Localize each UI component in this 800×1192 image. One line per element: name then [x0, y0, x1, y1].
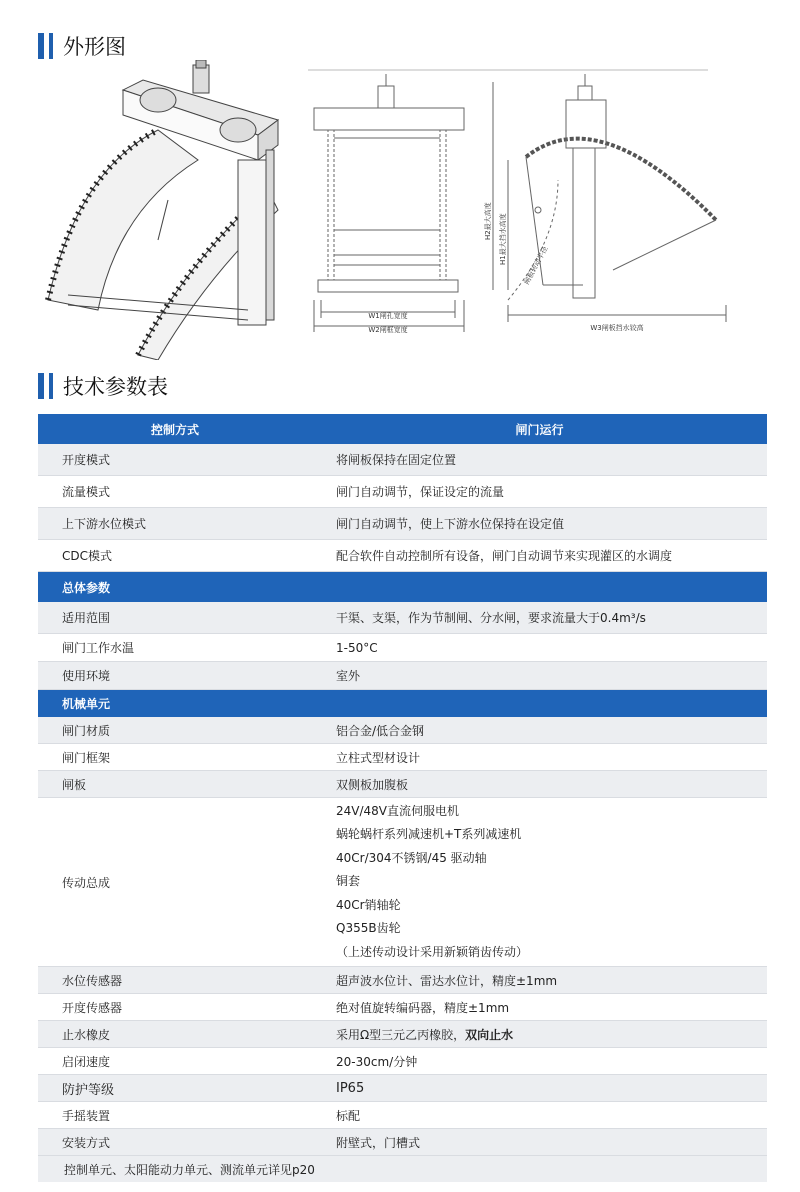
title-accent-bar [38, 373, 44, 399]
table-row [38, 717, 767, 744]
gate-3d-view [48, 60, 278, 360]
row-value [312, 1021, 767, 1048]
title-accent-bar [49, 33, 53, 59]
row-value: 20-30cm/分钟 [312, 1048, 767, 1075]
table-row [38, 602, 767, 634]
title-accent-bar [49, 373, 53, 399]
row-value: 闸门自动调节，使上下游水位保持在设定值 [312, 508, 767, 540]
row-value: 双侧板加腹板 [312, 771, 767, 798]
table-row [38, 634, 767, 662]
spec-section-title [38, 371, 168, 401]
row-label: 闸门工作水温 [38, 634, 312, 662]
row-label: 流量模式 [38, 476, 312, 508]
appearance-title-text: 外形图 [63, 35, 126, 59]
row-value: 绝对值旋转编码器，精度±1mm [312, 994, 767, 1021]
footnote-text: 控制单元、太阳能动力单元、测流单元详见p20 [38, 1156, 767, 1183]
drive-line: 40Cr/304不锈钢/45 驱动轴 [336, 850, 487, 865]
table-footnote-row [38, 1156, 767, 1183]
drive-line: （上述传动设计采用新颖销齿传动） [336, 944, 529, 959]
table-row-seal [38, 1021, 767, 1048]
table-header-row [38, 414, 767, 444]
row-value: 1-50°C [312, 634, 767, 662]
row-label: 适用范围 [38, 602, 312, 634]
w3-label: W3闸板挡水铰高 [590, 324, 644, 332]
table-row [38, 1102, 767, 1129]
drive-line: Q355B齿轮 [336, 921, 401, 936]
row-label: 防护等级 [38, 1075, 312, 1102]
section-label: 机械单元 [38, 690, 767, 718]
row-label: 安装方式 [38, 1129, 312, 1156]
row-value: IP65 [312, 1075, 767, 1102]
row-label: 止水橡皮 [38, 1021, 312, 1048]
row-label: 启闭速度 [38, 1048, 312, 1075]
radius-label: 闸板转动半径 [522, 245, 550, 286]
row-value: 室外 [312, 662, 767, 690]
drive-line: 24V/48V直流伺服电机 [336, 803, 460, 818]
w1-label: W1闸孔宽度 [368, 312, 408, 320]
row-label: 闸门材质 [38, 717, 312, 744]
row-value: 配合软件自动控制所有设备，闸门自动调节来实现灌区的水调度 [312, 540, 767, 572]
row-label: 闸门框架 [38, 744, 312, 771]
row-label: 水位传感器 [38, 967, 312, 994]
header-control-mode: 控制方式 [38, 414, 312, 444]
table-row [38, 662, 767, 690]
row-value: 标配 [312, 1102, 767, 1129]
table-row [38, 771, 767, 798]
row-value: 立柱式型材设计 [312, 744, 767, 771]
drive-line: 40Cr销轴轮 [336, 897, 401, 912]
table-row-drive [38, 798, 767, 967]
spec-title-text: 技术参数表 [63, 375, 168, 399]
row-value: 闸门自动调节，保证设定的流量 [312, 476, 767, 508]
row-label: 开度模式 [38, 444, 312, 476]
drive-line: 铜套 [336, 874, 361, 889]
table-row [38, 444, 767, 476]
appearance-drawings [38, 60, 768, 360]
table-row [38, 1075, 767, 1102]
table-row [38, 994, 767, 1021]
row-value: 干渠、支渠，作为节制闸、分水闸，要求流量大于0.4m³/s [312, 602, 767, 634]
spec-table [38, 414, 767, 1182]
row-value: 将闸板保持在固定位置 [312, 444, 767, 476]
table-row [38, 540, 767, 572]
appearance-section-title [38, 31, 126, 61]
row-label: 上下游水位模式 [38, 508, 312, 540]
table-row [38, 744, 767, 771]
title-accent-bar [38, 33, 44, 59]
table-row [38, 1048, 767, 1075]
w2-label: W2闸框宽度 [368, 326, 408, 334]
table-row [38, 508, 767, 540]
table-row [38, 1129, 767, 1156]
drive-values [312, 798, 767, 967]
seal-text: 采用Ω型三元乙丙橡胶， [336, 1027, 466, 1042]
row-label: 开度传感器 [38, 994, 312, 1021]
section-row-mechanical [38, 690, 767, 718]
row-label: 手摇装置 [38, 1102, 312, 1129]
h1-label: H1最大挡水高度 [499, 213, 507, 265]
seal-bold-text: 双向止水 [465, 1027, 514, 1042]
header-gate-operation: 闸门运行 [312, 414, 767, 444]
row-label: 传动总成 [38, 798, 312, 967]
section-row-general [38, 572, 767, 603]
table-row [38, 967, 767, 994]
row-label: CDC模式 [38, 540, 312, 572]
row-label: 使用环境 [38, 662, 312, 690]
row-label: 闸板 [38, 771, 312, 798]
table-row [38, 476, 767, 508]
section-label: 总体参数 [38, 572, 767, 603]
row-value: 超声波水位计、雷达水位计，精度±1mm [312, 967, 767, 994]
row-value: 铝合金/低合金钢 [312, 717, 767, 744]
drive-line: 蜗轮蜗杆系列减速机+T系列减速机 [336, 827, 522, 842]
row-value: 附壁式，门槽式 [312, 1129, 767, 1156]
h2-label: H2最大高度 [484, 202, 492, 240]
